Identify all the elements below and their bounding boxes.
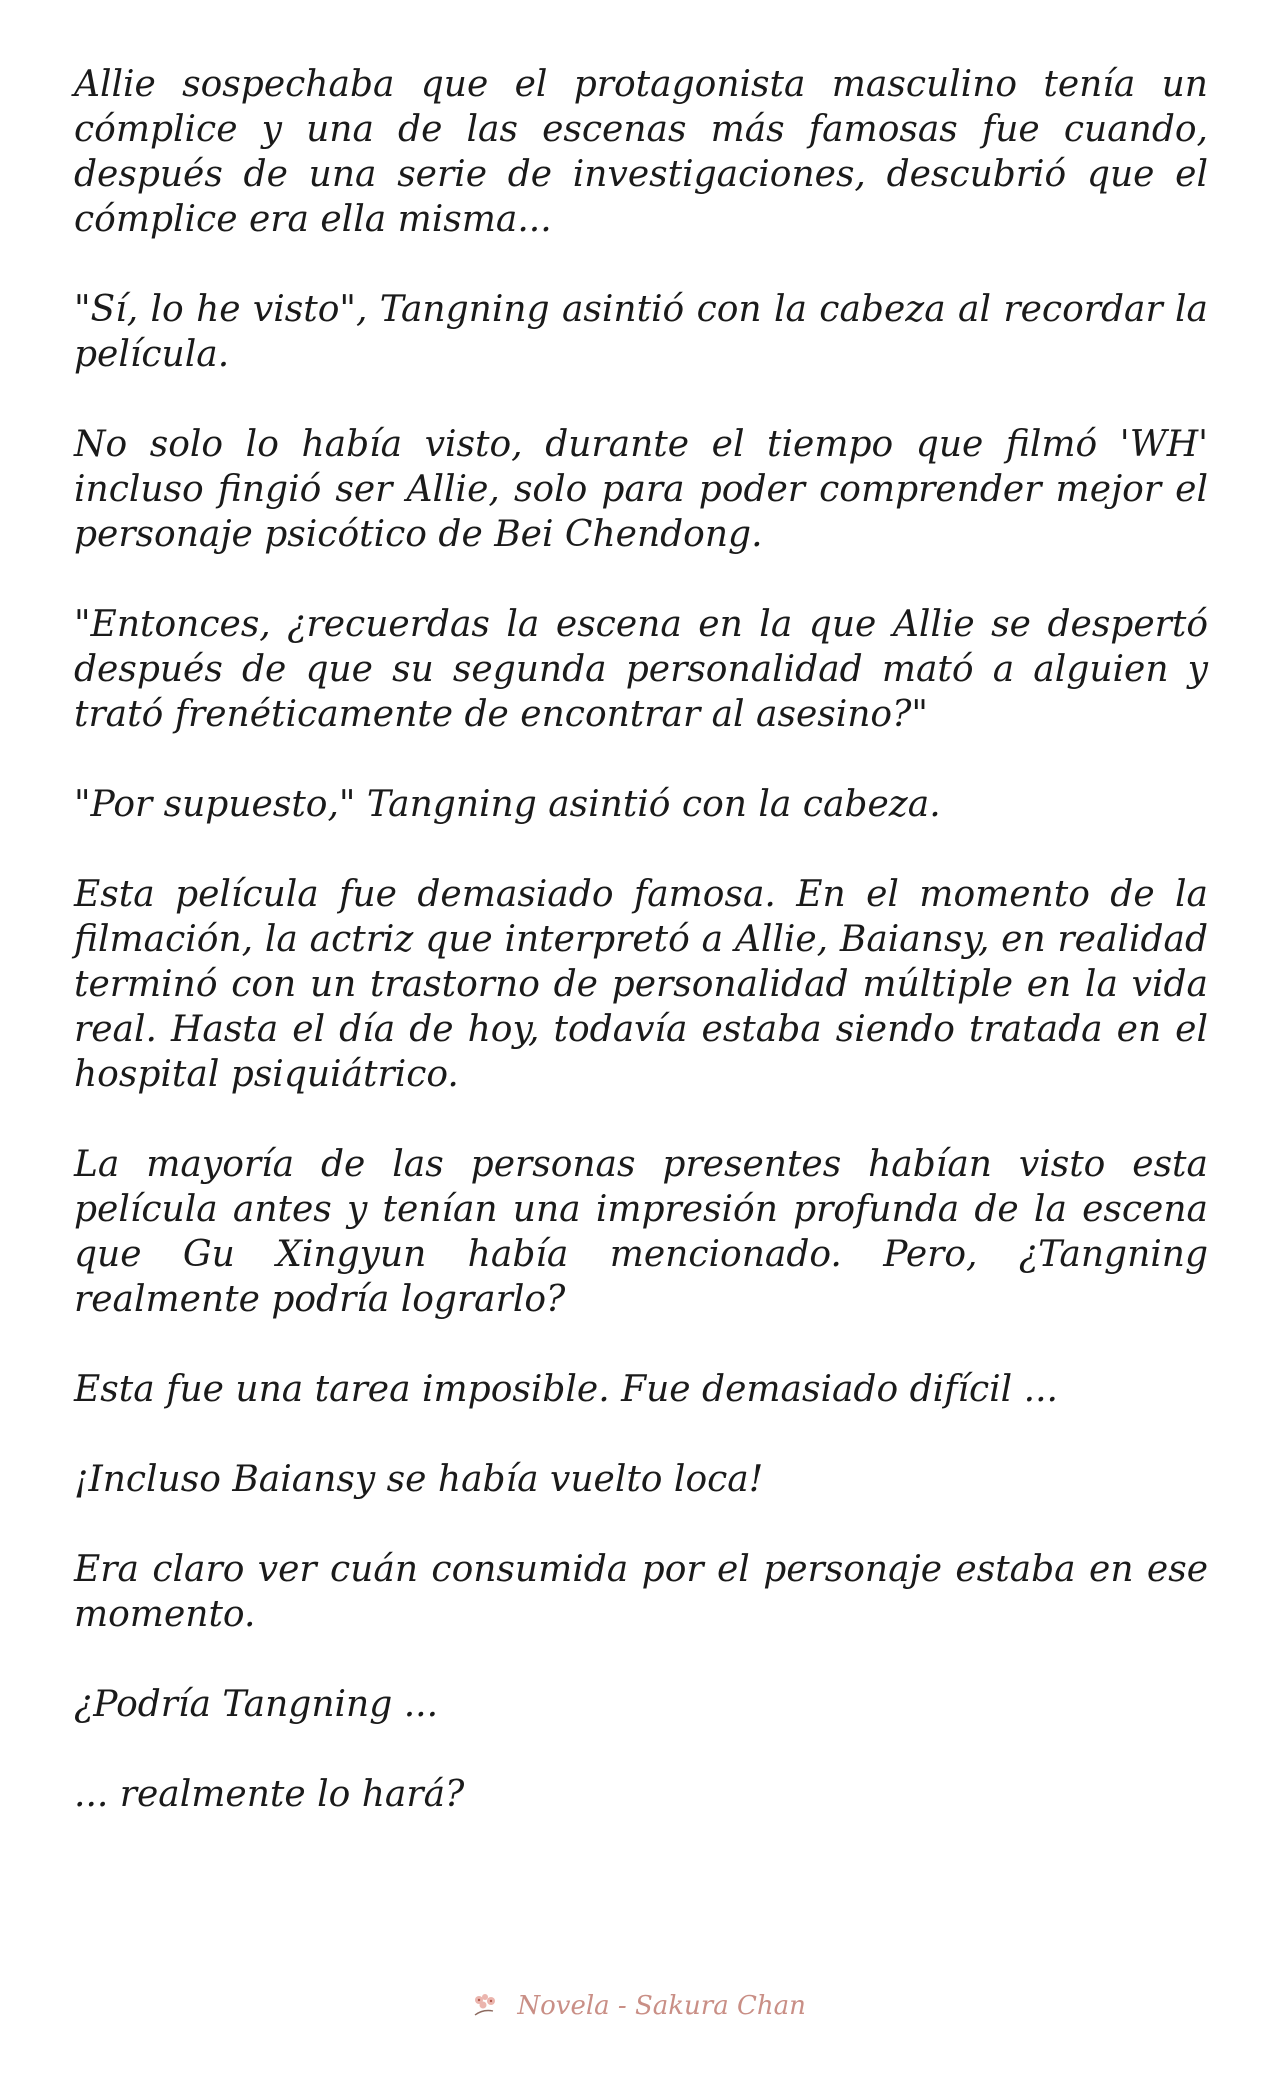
- document-body: [74, 62, 1208, 1862]
- paragraph-5: "Por supuesto," Tangning asintió con la cabeza.: [74, 784, 941, 825]
- footer-label: Novela - Sakura Chan: [517, 1991, 806, 2021]
- paragraph-9: ¡Incluso Baiansy se había vuelto loca!: [74, 1459, 764, 1500]
- paragraph-10: Era claro ver cuán consumida por el personaje estaba en ese momento.: [74, 1549, 1208, 1635]
- paragraph-12: ... realmente lo hará?: [74, 1774, 465, 1815]
- sakura-flower-icon: [469, 1991, 503, 2021]
- paragraph-6: Esta película fue demasiado famosa. En el momento de la filmación, la actriz que interpretó a Allie, Baiansy, en realidad terminó con un trastorno de personalidad múltiple en la vida real. Hasta el día de hoy, todavía estaba siendo tratada en el hospital psiquiátrico.: [74, 874, 1208, 1095]
- paragraph-2: "Sí, lo he visto", Tangning asintió con la cabeza al recordar la película.: [74, 289, 1208, 375]
- watermark-footer: [0, 1990, 1275, 2021]
- paragraph-1: Allie sospechaba que el protagonista masculino tenía un cómplice y una de las escenas más famosas fue cuando, después de una serie de investigaciones, descubrió que el cómplice era ella misma...: [74, 64, 1208, 240]
- paragraph-3: No solo lo había visto, durante el tiempo que filmó 'WH' incluso fingió ser Allie, solo para poder comprender mejor el personaje psicótico de Bei Chendong.: [74, 424, 1208, 555]
- paragraph-8: Esta fue una tarea imposible. Fue demasiado difícil ...: [74, 1369, 1058, 1410]
- paragraph-4: "Entonces, ¿recuerdas la escena en la que Allie se despertó después de que su segunda personalidad mató a alguien y trató frenéticamente de encontrar al asesino?": [74, 604, 1208, 735]
- paragraph-7: La mayoría de las personas presentes habían visto esta película antes y tenían una impresión profunda de la escena que Gu Xingyun había mencionado. Pero, ¿Tangning realmente podría lograrlo?: [74, 1144, 1208, 1320]
- paragraph-11: ¿Podría Tangning ...: [74, 1684, 439, 1725]
